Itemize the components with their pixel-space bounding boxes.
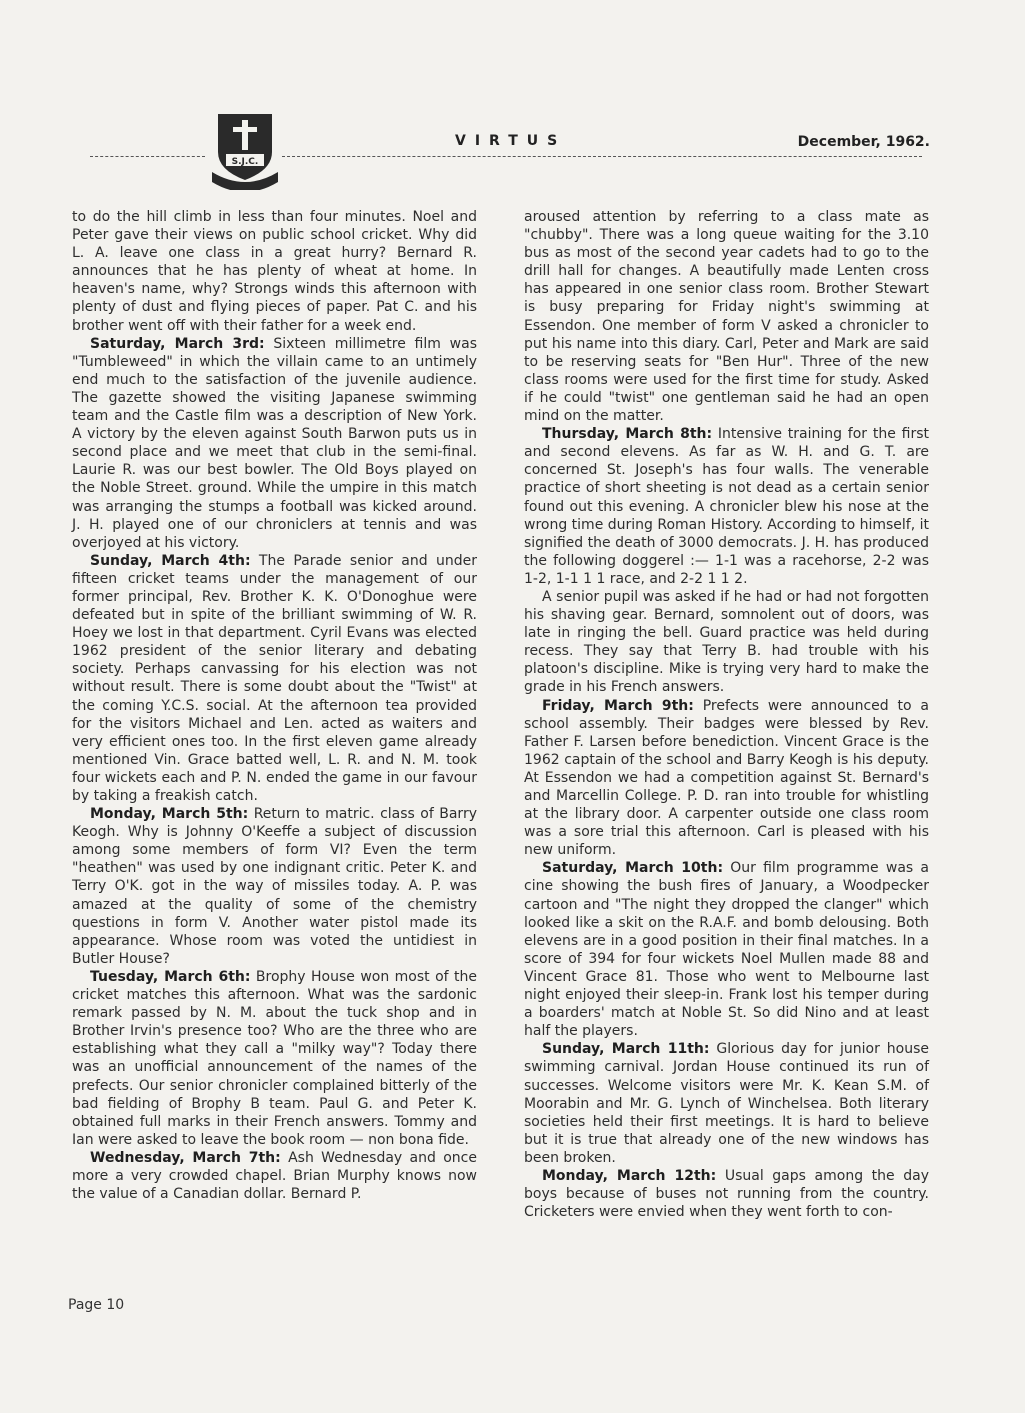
left-continuation-paragraph: to do the hill climb in less than four minutes. Noel and Peter gave their views on public school cricket. Why did L. A. leave one class in a great hurry? Bernard R. announces that he has plenty of wheat at home. In heaven's name, why? Strongs winds this afternoon with plenty of dust and flying pieces of paper. Pat C. and his brother went off with their father for a week end. bbox=[72, 209, 477, 334]
entry-date: Monday, March 12th: bbox=[542, 1167, 717, 1184]
entry-text: Usual gaps among the day boys because of buses not running from the country. Cricketers were envied when they went forth to con- bbox=[524, 1167, 929, 1221]
header-rule-left bbox=[90, 156, 205, 157]
entry-date: Tuesday, March 6th: bbox=[90, 968, 251, 985]
page-number: Page 10 bbox=[68, 1297, 125, 1313]
entry-text: Ash Wednesday and once more a very crowded chapel. Brian Murphy knows now the value of a Canadian dollar. Bernard P. bbox=[72, 1149, 477, 1203]
entry-date: Sunday, March 11th: bbox=[542, 1041, 710, 1058]
diary-entry bbox=[72, 805, 477, 968]
entry-text: Return to matric. class of Barry Keogh. Why is Johnny O'Keeffe a subject of discussion among some members of form VI? Even the term "heathen" was used by one indignant critic. Peter K. and Terry O'K. got in the way of missiles today. A. P. was amazed at the quality of some of the chemistry questions in form V. Another water pistol made its appearance. Whose room was voted the untidiest in Butler House? bbox=[72, 806, 477, 967]
diary-entry bbox=[524, 1040, 929, 1167]
right-continuation-paragraph: aroused attention by referring to a class mate as "chubby". There was a long queue waiting for the 3.10 bus as most of the second year cadets had to go to the drill hall for changes. A beautifully made Lenten cross has appeared in one senior class room. Brother Stewart is busy preparing for Friday night's swimming at Essendon. One member of form V asked a chronicler to put his name into this diary. Carl, Peter and Mark are said to be reserving seats for "Ben Hur". Three of the new class rooms were used for the first time for study. Asked if he could "twist" one gentleman said he had an open mind on the matter. bbox=[524, 209, 929, 425]
entry-date: Saturday, March 10th: bbox=[542, 860, 724, 877]
entry-text: Our film programme was a cine showing the bush fires of January, a Woodpecker cartoon and "The night they dropped the clanger" which looked like a skit on the R.A.F. and bomb delousing. Both elevens are in a good position in their final matches. In a score of 394 for four wickets Noel Mullen made 88 and Vincent Grace 81. Those who went to Melbourne last night enjoyed their sleep-in. Frank lost his temper during a boarders' match at Noble St. So did Nino and at least half the players. bbox=[524, 860, 929, 1040]
masthead-title: VIRTUS bbox=[455, 133, 567, 149]
crest-initials: S.J.C. bbox=[231, 157, 259, 167]
entry-date: Monday, March 5th: bbox=[90, 806, 249, 823]
diary-entry bbox=[524, 425, 929, 588]
entry-text: Glorious day for junior house swimming carnival. Jordan House continued its run of successes. Welcome visitors were Mr. K. Kean S.M. of Moorabin and Mr. G. Lynch of Winchelsea. Both literary societies held their first meetings. It is hard to believe but it is true that already one of the new windows has been broken. bbox=[524, 1041, 930, 1166]
diary-entry bbox=[524, 697, 929, 860]
school-crest-icon bbox=[212, 110, 278, 190]
page-header bbox=[0, 110, 1025, 190]
entry-text: The Parade senior and under fifteen cricket teams under the management of our former principal, Rev. Brother K. K. O'Donoghue were defeated but in spite of the brilliant swimming of W. R. Hoey we lost in that department. Cyril Evans was elected 1962 president of the senior literary and debating society. Perhaps canvassing for his election was not without result. There is some doubt about the "Twist" at the coming Y.C.S. social. At the afternoon tea provided for the visitors Michael and Len. acted as waiters and very efficient ones too. In the first eleven game already mentioned Vin. Grace batted well, L. R. and N. M. took four wickets each and P. N. ended the game in our favour by taking a freakish catch. bbox=[72, 552, 477, 804]
diary-entry bbox=[524, 1167, 929, 1221]
entry-date: Thursday, March 8th: bbox=[542, 426, 713, 443]
entry-text: A senior pupil was asked if he had or had not forgotten his shaving gear. Bernard, somnolent out of doors, was late in ringing the bell. Guard practice was held during recess. They say that Terry B. had trouble with his platoon's discipline. Mike is trying very hard to make the grade in his French answers. bbox=[524, 588, 929, 696]
entry-text: Intensive training for the first and second elevens. As far as W. H. and G. T. are concerned St. Joseph's has four walls. The venerable practice of short sheeting is not dead as a certain senior found out this evening. A chronicler blew his nose at the wrong time during Roman History. According to himself, it signified the death of 3000 democrats. J. H. has produced the following doggerel :— 1-1 was a racehorse, 2-2 was 1-2, 1-1 1 1 race, and 2-2 1 1 2. bbox=[524, 426, 929, 587]
issue-date: December, 1962. bbox=[797, 134, 930, 150]
entry-text: Prefects were announced to a school assembly. Their badges were blessed by Rev. Father F. Larsen before benediction. Vincent Grace is the 1962 captain of the school and Barry Keogh is his deputy. At Essendon we had a competition against St. Bernard's and Marcellin College. P. D. ran into trouble for whistling at the library door. A carpenter outside one class room was a sore trial this afternoon. Carl is pleased with his new uniform. bbox=[524, 697, 930, 859]
diary-entry bbox=[524, 588, 929, 697]
diary-entry bbox=[72, 335, 477, 552]
entry-date: Sunday, March 4th: bbox=[90, 552, 251, 569]
entry-date: Friday, March 9th: bbox=[542, 697, 694, 714]
diary-entry bbox=[72, 968, 477, 1149]
diary-entry bbox=[524, 859, 929, 1040]
left-column bbox=[72, 208, 477, 1203]
entry-text: Sixteen millimetre film was "Tumbleweed" in which the villain came to an untimely end much to the satisfaction of the juvenile audience. The gazette showed the visiting Japanese swimming team and the Castle film was a description of New York. A victory by the eleven against South Barwon puts us in second place and we meet that club in the semi-final. Laurie R. was our best bowler. The Old Boys played on the Noble Street. ground. While the umpire in this match was arranging the stumps a football was kicked around. J. H. played one of our chroniclers at tennis and was overjoyed at his victory. bbox=[72, 335, 477, 551]
right-column bbox=[524, 208, 929, 1221]
diary-entry bbox=[72, 1149, 477, 1203]
entry-date: Wednesday, March 7th: bbox=[90, 1149, 281, 1166]
diary-entry bbox=[72, 552, 477, 805]
entry-date: Saturday, March 3rd: bbox=[90, 335, 265, 352]
entry-text: Brophy House won most of the cricket matches this afternoon. What was the sardonic remark passed by N. M. about the tuck shop and in Brother Irvin's presence too? Who are the three who are establishing what they call a "milky way"? Today there was an unofficial announcement of the names of the prefects. Our senior chronicler complained bitterly of the bad fielding of Brophy B team. Paul G. and Peter K. obtained full marks in their French answers. Tommy and Ian were asked to leave the book room — non bona fide. bbox=[72, 968, 477, 1148]
header-rule-right bbox=[282, 156, 922, 157]
